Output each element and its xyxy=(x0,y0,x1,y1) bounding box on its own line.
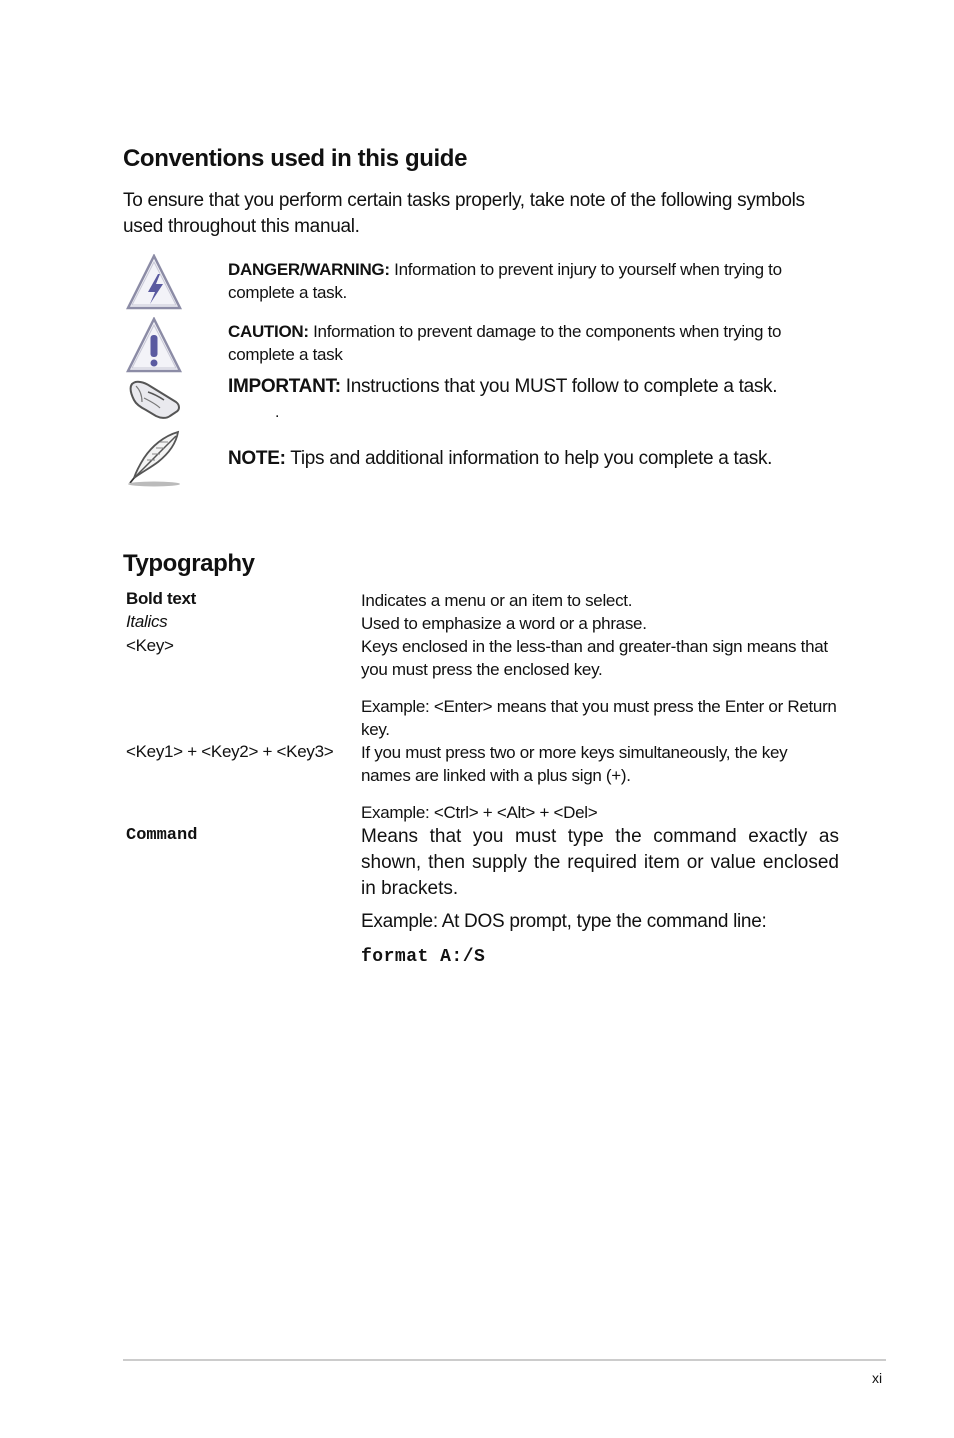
conventions-heading: Conventions used in this guide xyxy=(123,145,468,172)
page-number: xi xyxy=(872,1370,883,1386)
conventions-intro: To ensure that you perform certain tasks properly, take note of the following symbols used throughout this manual. xyxy=(123,190,805,237)
notice-caution xyxy=(228,320,833,366)
pointing-hand-icon xyxy=(126,374,186,434)
term-italics: Italics xyxy=(126,612,168,631)
notice-note xyxy=(228,447,833,470)
notice-caution-text: Information to prevent damage to the components when trying to complete a task xyxy=(228,322,782,364)
notice-caution-label: CAUTION: xyxy=(228,322,309,341)
lightning-warning-icon xyxy=(126,254,186,314)
desc-key: Keys enclosed in the less-than and greater-than sign means that you must press the enclosed key. xyxy=(361,637,828,679)
typography-heading: Typography xyxy=(123,550,255,577)
command-example-code: format A:/S xyxy=(361,947,486,967)
notice-important-text: Instructions that you MUST follow to complete a task. xyxy=(340,376,778,397)
desc-italics: Used to emphasize a word or a phrase. xyxy=(361,614,647,633)
term-command: Command xyxy=(126,826,198,845)
notice-important xyxy=(228,375,833,398)
notice-danger-label: DANGER/WARNING: xyxy=(228,260,390,279)
stray-dot: . xyxy=(275,404,280,421)
term-bold-text: Bold text xyxy=(126,589,197,608)
notice-important-label: IMPORTANT: xyxy=(228,376,341,397)
desc-key-combo-example: Example: <Ctrl> + <Alt> + <Del> xyxy=(361,803,598,822)
desc-command: Means that you must type the command exactly as shown, then supply the required item or value enclosed in brackets. xyxy=(361,826,839,899)
desc-key-example: Example: <Enter> means that you must press the Enter or Return key. xyxy=(361,697,837,739)
exclamation-caution-icon xyxy=(126,317,186,377)
desc-bold-text: Indicates a menu or an item to select. xyxy=(361,591,633,610)
desc-key-combo: If you must press two or more keys simultaneously, the key names are linked with a plus sign (+). xyxy=(361,743,788,785)
quill-pen-icon xyxy=(124,428,184,488)
desc-command-example: Example: At DOS prompt, type the command line: xyxy=(361,911,767,932)
notice-danger-text: Information to prevent injury to yourself when trying to complete a task. xyxy=(228,260,782,302)
term-key: <Key> xyxy=(126,636,174,655)
notice-note-label: NOTE: xyxy=(228,448,286,469)
notice-danger xyxy=(228,258,833,304)
footer-rule xyxy=(123,1359,886,1361)
notice-note-text: Tips and additional information to help you complete a task. xyxy=(285,448,773,469)
term-key-combo: <Key1> + <Key2> + <Key3> xyxy=(126,742,334,761)
